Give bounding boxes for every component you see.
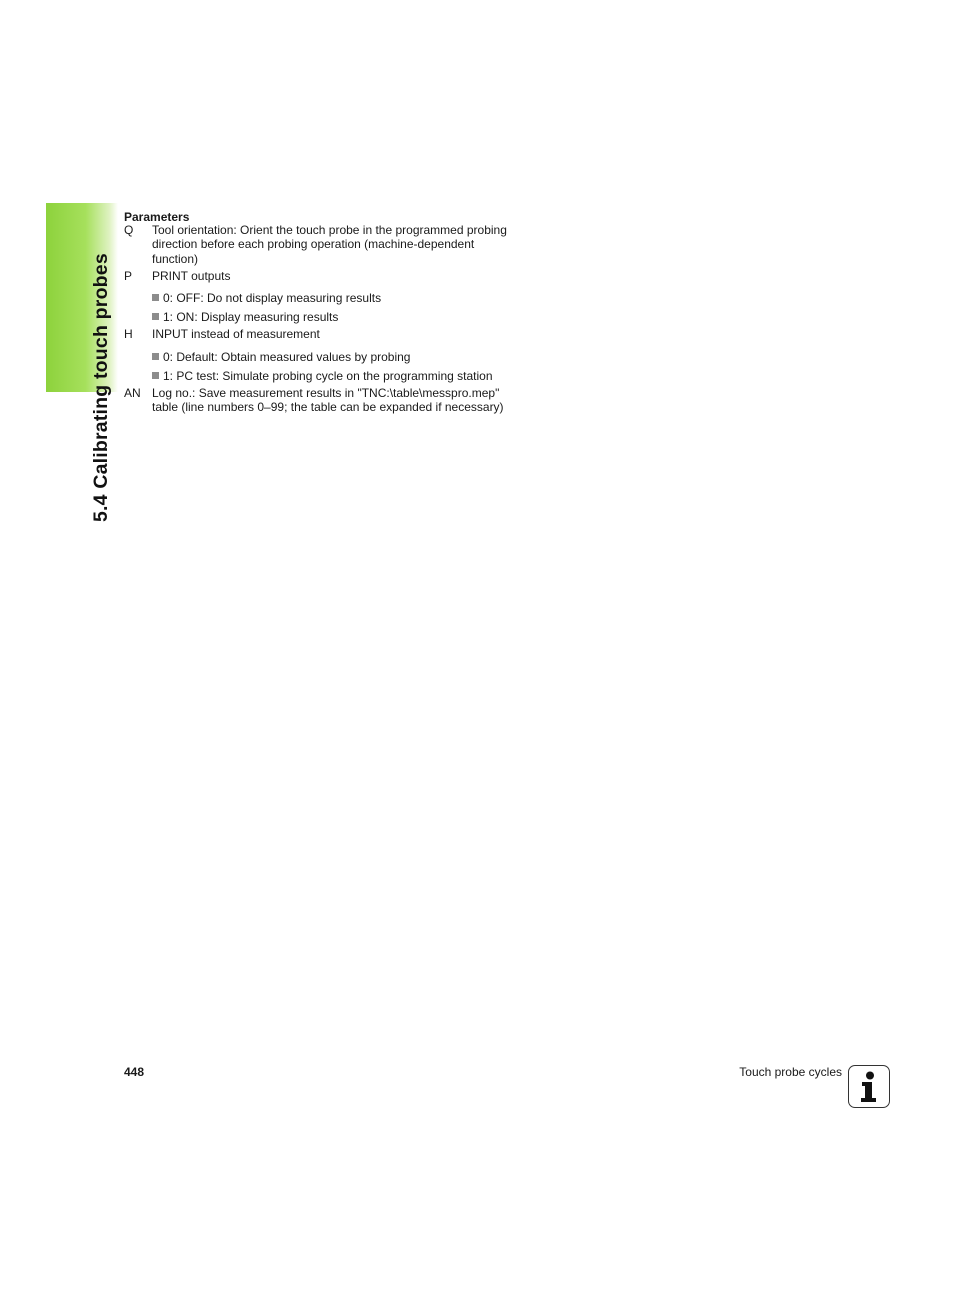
bullet-square-icon xyxy=(152,313,159,320)
bullet-square-icon xyxy=(152,372,159,379)
option-text: 0: Default: Obtain measured values by probing xyxy=(163,350,411,364)
chapter-title: 5.4 Calibrating touch probes xyxy=(90,253,112,522)
param-description: PRINT outputs xyxy=(152,269,231,283)
option-text: 0: OFF: Do not display measuring results xyxy=(163,291,382,305)
option-item xyxy=(152,350,410,364)
option-item xyxy=(152,310,338,324)
param-key: H xyxy=(124,327,133,341)
param-key: P xyxy=(124,269,133,283)
parameters-heading: Parameters xyxy=(124,210,190,224)
bullet-square-icon xyxy=(152,294,159,301)
param-key: Q xyxy=(124,223,134,237)
param-description: INPUT instead of measurement xyxy=(152,327,320,341)
option-text: 1: PC test: Simulate probing cycle on the programming station xyxy=(163,369,493,383)
param-description: Tool orientation: Orient the touch probe in the programmed probing direction before each probing operation (machine-dependent function) xyxy=(152,223,507,266)
option-item xyxy=(152,369,493,383)
option-item xyxy=(152,291,381,305)
page-number: 448 xyxy=(124,1065,145,1079)
option-text: 1: ON: Display measuring results xyxy=(163,310,339,324)
bullet-square-icon xyxy=(152,353,159,360)
param-key: AN xyxy=(124,386,141,400)
footer-section-title: Touch probe cycles xyxy=(739,1065,842,1079)
param-description: Log no.: Save measurement results in "TNC:\table\messpro.mep" table (line numbers 0–99; the table can be expanded if necessary) xyxy=(152,386,504,415)
info-icon xyxy=(848,1065,890,1108)
